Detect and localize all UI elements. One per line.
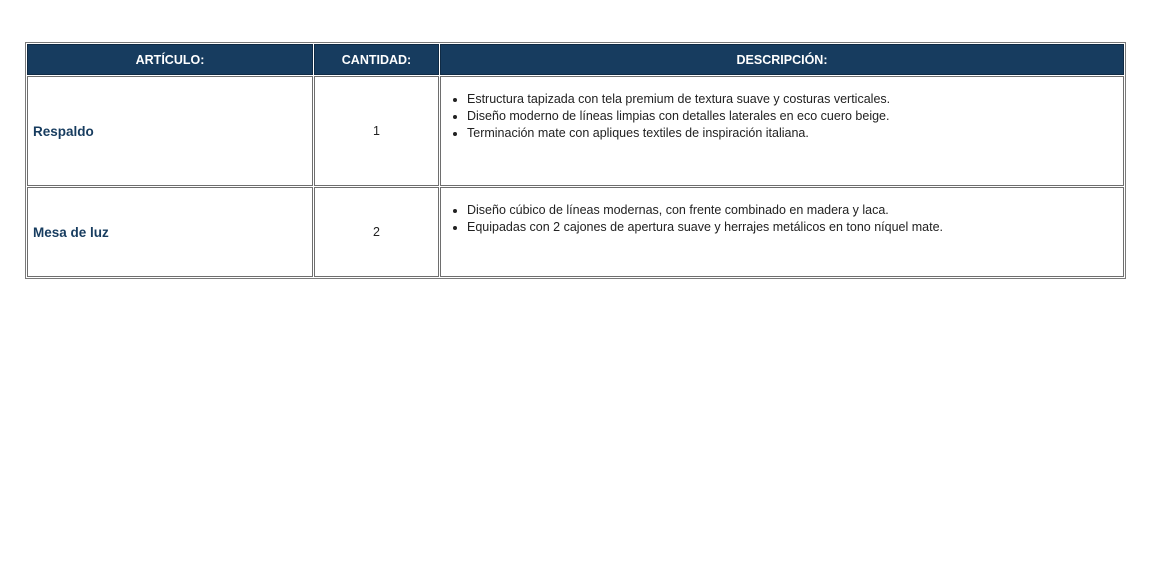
table-row: [27, 187, 1124, 277]
header-articulo: ARTÍCULO:: [27, 44, 313, 75]
item-description: [440, 187, 1124, 277]
description-list: [441, 202, 1123, 236]
description-bullet: • Diseño moderno de líneas limpias con detalles laterales en eco cuero beige.: [467, 108, 1123, 125]
header-cantidad: CANTIDAD:: [314, 44, 439, 75]
header-descripcion: DESCRIPCIÓN:: [440, 44, 1124, 75]
description-bullet: • Equipadas con 2 cajones de apertura suave y herrajes metálicos en tono níquel mate.: [467, 219, 1123, 236]
item-description: [440, 76, 1124, 186]
description-bullet: • Terminación mate con apliques textiles de inspiración italiana.: [467, 125, 1123, 142]
item-name: Mesa de luz: [27, 187, 313, 277]
description-bullet: • Estructura tapizada con tela premium de textura suave y costuras verticales.: [467, 91, 1123, 108]
table-header-row: [27, 44, 1124, 75]
product-spec-table: [25, 42, 1126, 279]
table-row: [27, 76, 1124, 186]
item-quantity: 1: [314, 76, 439, 186]
description-bullet: • Diseño cúbico de líneas modernas, con frente combinado en madera y laca.: [467, 202, 1123, 219]
item-quantity: 2: [314, 187, 439, 277]
description-list: [441, 91, 1123, 142]
item-name: Respaldo: [27, 76, 313, 186]
